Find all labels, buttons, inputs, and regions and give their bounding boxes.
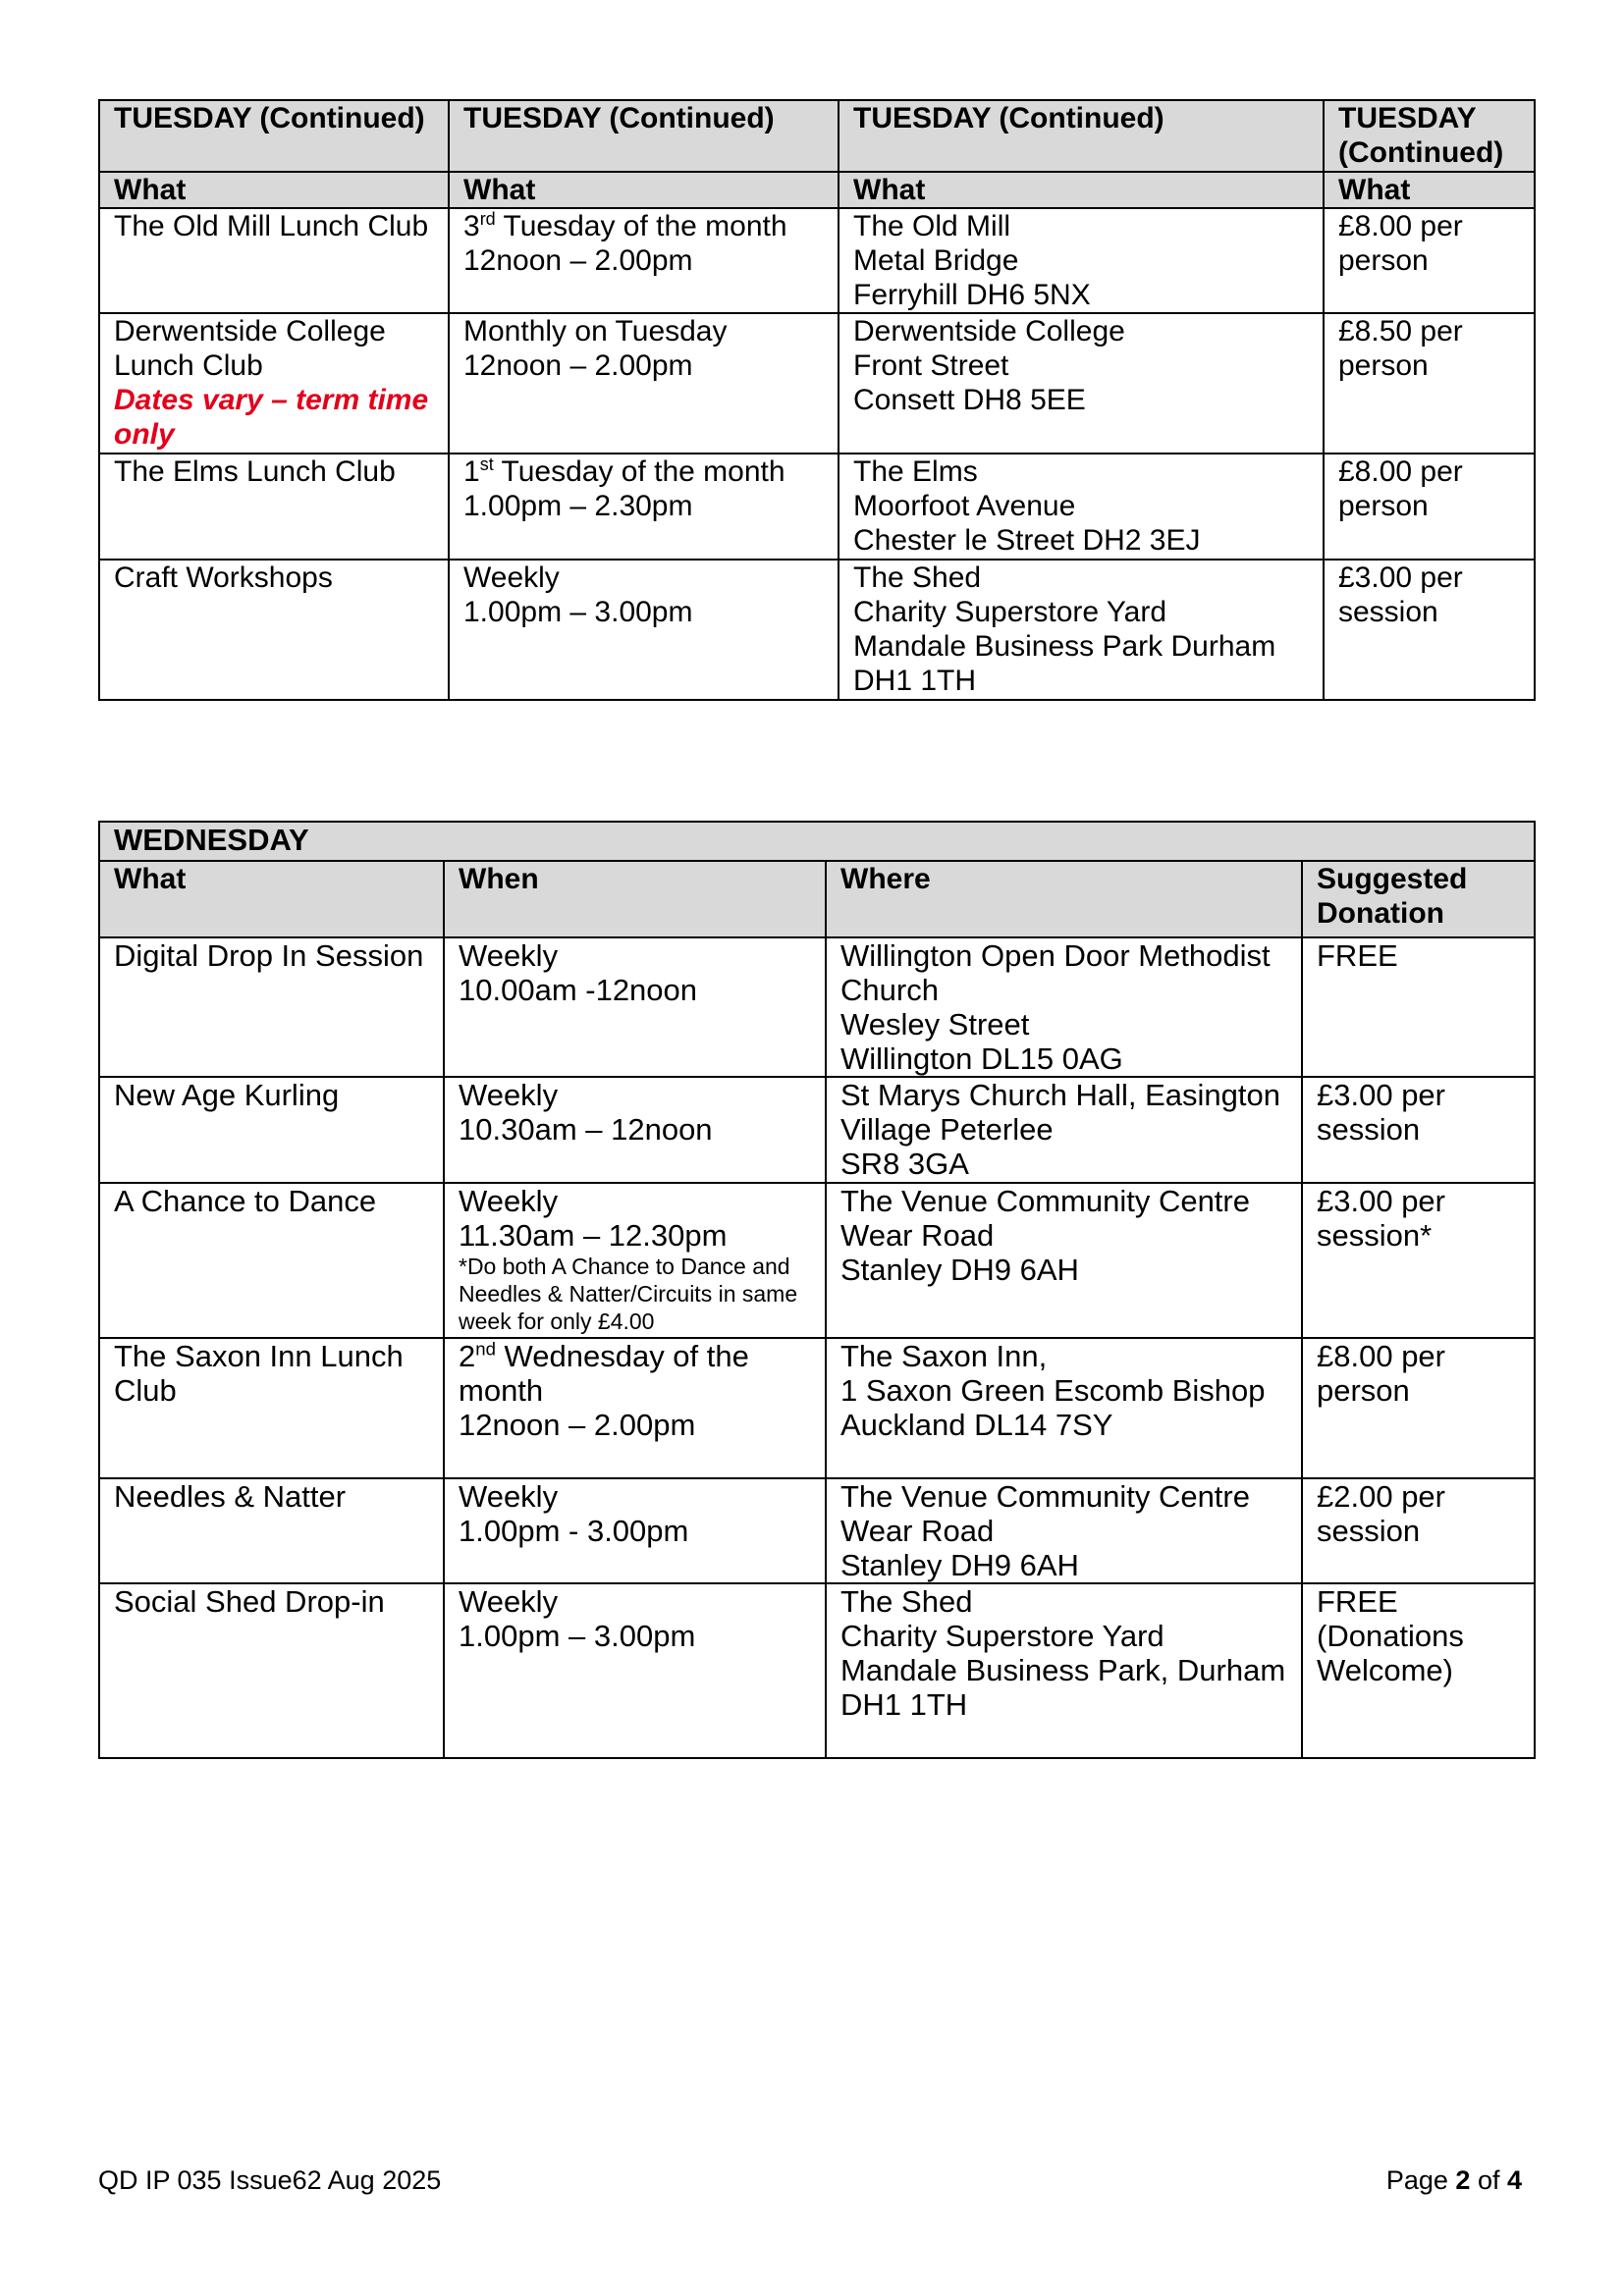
activity-where: The Shed Charity Superstore Yard Mandale Business Park Durham DH1 1TH	[839, 560, 1324, 700]
activity-cost: FREE	[1302, 937, 1535, 1077]
activity-where: The Venue Community Centre Wear Road Stanley DH9 6AH	[826, 1478, 1302, 1583]
activity-name: The Old Mill Lunch Club	[99, 208, 449, 313]
activity-name: New Age Kurling	[99, 1077, 444, 1183]
activity-when: Monthly on Tuesday 12noon – 2.00pm	[449, 313, 839, 454]
column-subheader: What	[449, 172, 839, 208]
activity-where: The Shed Charity Superstore Yard Mandale Business Park, Durham DH1 1TH	[826, 1583, 1302, 1758]
column-header: TUESDAY (Continued)	[839, 100, 1324, 172]
activity-cost: £2.00 per session	[1302, 1478, 1535, 1583]
page-number: Page 2 of 4	[1385, 2165, 1522, 2195]
table-row	[99, 1077, 1535, 1183]
table-row	[99, 560, 1535, 700]
activity-where: The Elms Moorfoot Avenue Chester le Street DH2 3EJ	[839, 454, 1324, 560]
wednesday-schedule-table	[98, 821, 1536, 1759]
activity-when: Weekly 10.00am -12noon	[444, 937, 826, 1077]
table-row	[99, 313, 1535, 454]
column-subheader: What	[1324, 172, 1535, 208]
table-row	[99, 1583, 1535, 1758]
table-row	[99, 1478, 1535, 1583]
activity-when: 1st Tuesday of the month 1.00pm – 2.30pm	[449, 454, 839, 560]
activity-cost: £8.00 per person	[1302, 1338, 1535, 1478]
activity-when: 3rd Tuesday of the month 12noon – 2.00pm	[449, 208, 839, 313]
activity-when: Weekly 1.00pm – 3.00pm	[444, 1583, 826, 1758]
activity-where: The Saxon Inn, 1 Saxon Green Escomb Bishop Auckland DL14 7SY	[826, 1338, 1302, 1478]
activity-name: The Saxon Inn Lunch Club	[99, 1338, 444, 1478]
activity-where: The Venue Community Centre Wear Road Stanley DH9 6AH	[826, 1183, 1302, 1338]
table-row	[99, 454, 1535, 560]
table-row	[99, 937, 1535, 1077]
activity-name: Craft Workshops	[99, 560, 449, 700]
column-header: Suggested Donation	[1302, 861, 1535, 937]
column-header: When	[444, 861, 826, 937]
activity-cost: £8.00 per person	[1324, 454, 1535, 560]
activity-name: Social Shed Drop-in	[99, 1583, 444, 1758]
activity-when: Weekly 1.00pm – 3.00pm	[449, 560, 839, 700]
activity-cost: £3.00 per session	[1324, 560, 1535, 700]
activity-cost: £8.50 per person	[1324, 313, 1535, 454]
term-time-note: Dates vary – term time only	[114, 384, 429, 451]
activity-name: A Chance to Dance	[99, 1183, 444, 1338]
document-reference: QD IP 035 Issue62 Aug 2025	[98, 2165, 442, 2195]
activity-when: Weekly 11.30am – 12.30pm *Do both A Chance to Dance and Needles & Natter/Circuits in same week for only £4.00	[444, 1183, 826, 1338]
column-header: Where	[826, 861, 1302, 937]
activity-name: Needles & Natter	[99, 1478, 444, 1583]
table-row	[99, 1338, 1535, 1478]
activity-cost: £3.00 per session*	[1302, 1183, 1535, 1338]
activity-when: Weekly 1.00pm - 3.00pm	[444, 1478, 826, 1583]
activity-where: The Old Mill Metal Bridge Ferryhill DH6 5NX	[839, 208, 1324, 313]
activity-cost: FREE (Donations Welcome)	[1302, 1583, 1535, 1758]
day-heading: WEDNESDAY	[99, 822, 1535, 861]
activity-where: St Marys Church Hall, Easington Village Peterlee SR8 3GA	[826, 1077, 1302, 1183]
activity-cost: £8.00 per person	[1324, 208, 1535, 313]
activity-when: Weekly 10.30am – 12noon	[444, 1077, 826, 1183]
column-header: What	[99, 861, 444, 937]
tuesday-schedule-table	[98, 99, 1536, 701]
column-header: TUESDAY (Continued)	[449, 100, 839, 172]
activity-when: 2nd Wednesday of the month 12noon – 2.00pm	[444, 1338, 826, 1478]
activity-where: Willington Open Door Methodist Church Wesley Street Willington DL15 0AG	[826, 937, 1302, 1077]
activity-where: Derwentside College Front Street Consett DH8 5EE	[839, 313, 1324, 454]
activity-cost: £3.00 per session	[1302, 1077, 1535, 1183]
column-subheader: What	[99, 172, 449, 208]
activity-name: The Elms Lunch Club	[99, 454, 449, 560]
table-row	[99, 1183, 1535, 1338]
column-header: TUESDAY (Continued)	[1324, 100, 1535, 172]
column-subheader: What	[839, 172, 1324, 208]
combo-offer-note: *Do both A Chance to Dance and Needles & Natter/Circuits in same week for only £4.00	[459, 1254, 798, 1334]
activity-name: Digital Drop In Session	[99, 937, 444, 1077]
column-header: TUESDAY (Continued)	[99, 100, 449, 172]
activity-name: Derwentside College Lunch Club Dates vary – term time only	[99, 313, 449, 454]
table-row	[99, 208, 1535, 313]
